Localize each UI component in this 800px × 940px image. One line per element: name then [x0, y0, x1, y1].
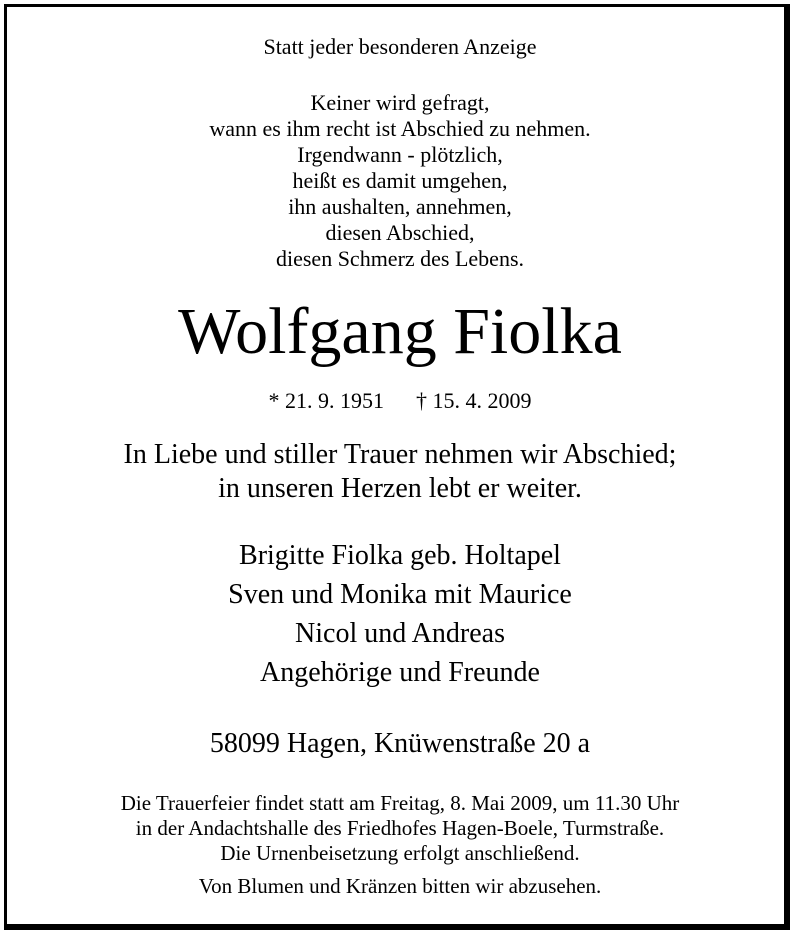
mourner-line: Nicol und Andreas	[295, 618, 505, 649]
poem	[0, 90, 800, 272]
poem-line: Irgendwann - plötzlich,	[297, 142, 503, 167]
mourners-list	[0, 536, 800, 692]
flowers-note: Von Blumen und Kränzen bitten wir abzusehen.	[198, 874, 602, 898]
service-info	[0, 791, 800, 866]
poem-line: diesen Abschied,	[325, 220, 475, 245]
farewell-line: In Liebe und stiller Trauer nehmen wir Abschied;	[123, 439, 677, 470]
poem-line: ihn aushalten, annehmen,	[288, 194, 512, 219]
poem-line: Keiner wird gefragt,	[310, 90, 490, 115]
farewell-text	[0, 438, 800, 506]
death-date: † 15. 4. 2009	[416, 388, 532, 413]
mourner-line: Angehörige und Freunde	[260, 657, 540, 688]
birth-date: * 21. 9. 1951	[268, 388, 384, 413]
deceased-name: Wolfgang Fiolka	[178, 295, 622, 368]
address: 58099 Hagen, Knüwenstraße 20 a	[209, 728, 591, 759]
header-line: Statt jeder besonderen Anzeige	[263, 34, 537, 59]
service-line: Die Trauerfeier findet statt am Freitag, 8. Mai 2009, um 11.30 Uhr	[120, 791, 680, 815]
service-line: Die Urnenbeisetzung erfolgt anschließend.	[220, 841, 580, 865]
mourner-line: Brigitte Fiolka geb. Holtapel	[239, 540, 561, 571]
poem-line: wann es ihm recht ist Abschied zu nehmen.	[209, 116, 591, 141]
poem-line: diesen Schmerz des Lebens.	[275, 246, 525, 271]
life-dates	[0, 388, 800, 414]
service-line: in der Andachtshalle des Friedhofes Hagen-Boele, Turmstraße.	[135, 816, 665, 840]
mourner-line: Sven und Monika mit Maurice	[228, 579, 572, 610]
farewell-line: in unseren Herzen lebt er weiter.	[218, 473, 582, 504]
poem-line: heißt es damit umgehen,	[292, 168, 508, 193]
